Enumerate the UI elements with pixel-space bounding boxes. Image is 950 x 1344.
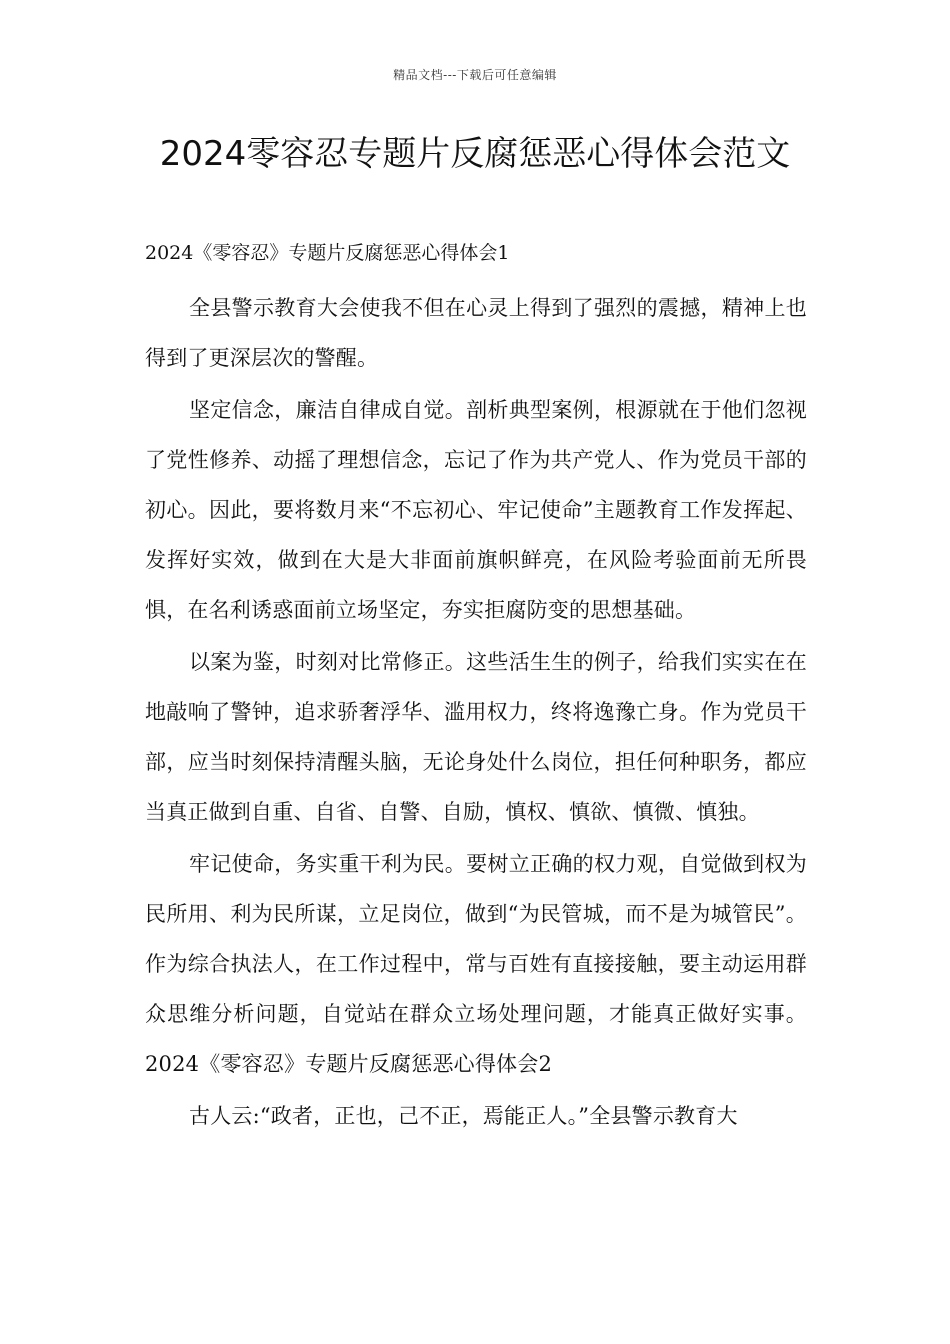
paragraph-1: 全县警示教育大会使我不但在心灵上得到了强烈的震撼，精神上也得到了更深层次的警醒。	[145, 296, 807, 370]
paragraph-3: 以案为鉴，时刻对比常修正。这些活生生的例子，给我们实实在在地敲响了警钟，追求骄奢浮华、滥用权力，终将逸豫亡身。作为党员干部，应当时刻保持清醒头脑，无论身处什么岗位，担任何种职务，都应当真正做到自重、自省、自警、自励，慎权、慎欲、慎微、慎独。	[145, 650, 807, 824]
paragraph-2: 坚定信念，廉洁自律成自觉。剖析典型案例，根源就在于他们忽视了党性修养、动摇了理想信念，忘记了作为共产党人、作为党员干部的初心。因此，要将数月来“不忘初心、牢记使命”主题教育工作发挥起、发挥好实效，做到在大是大非面前旗帜鲜亮，在风险考验面前无所畏惧，在名利诱惑面前立场坚定，夯实拒腐防变的思想基础。	[145, 398, 807, 622]
paragraph-4: 牢记使命，务实重干利为民。要树立正确的权力观，自觉做到权为民所用、利为民所谋，立足岗位，做到“为民管城，而不是为城管民”。作为综合执法人，在工作过程中，常与百姓有直接接触，要主动运用群众思维分析问题，自觉站在群众立场处理问题，才能真正做好实事。2024《零容忍》专题片反腐惩恶心得体会2	[145, 852, 807, 1076]
document-title: 2024零容忍专题片反腐惩恶心得体会范文	[159, 134, 791, 174]
paragraph-5: 古人云:“政者，正也，己不正，焉能正人。”全县警示教育大	[189, 1104, 738, 1128]
document-header-note: 精品文档---下载后可任意编辑	[393, 68, 557, 82]
section-heading: 2024《零容忍》专题片反腐惩恶心得体会1	[145, 242, 510, 264]
document-body	[145, 283, 807, 1143]
